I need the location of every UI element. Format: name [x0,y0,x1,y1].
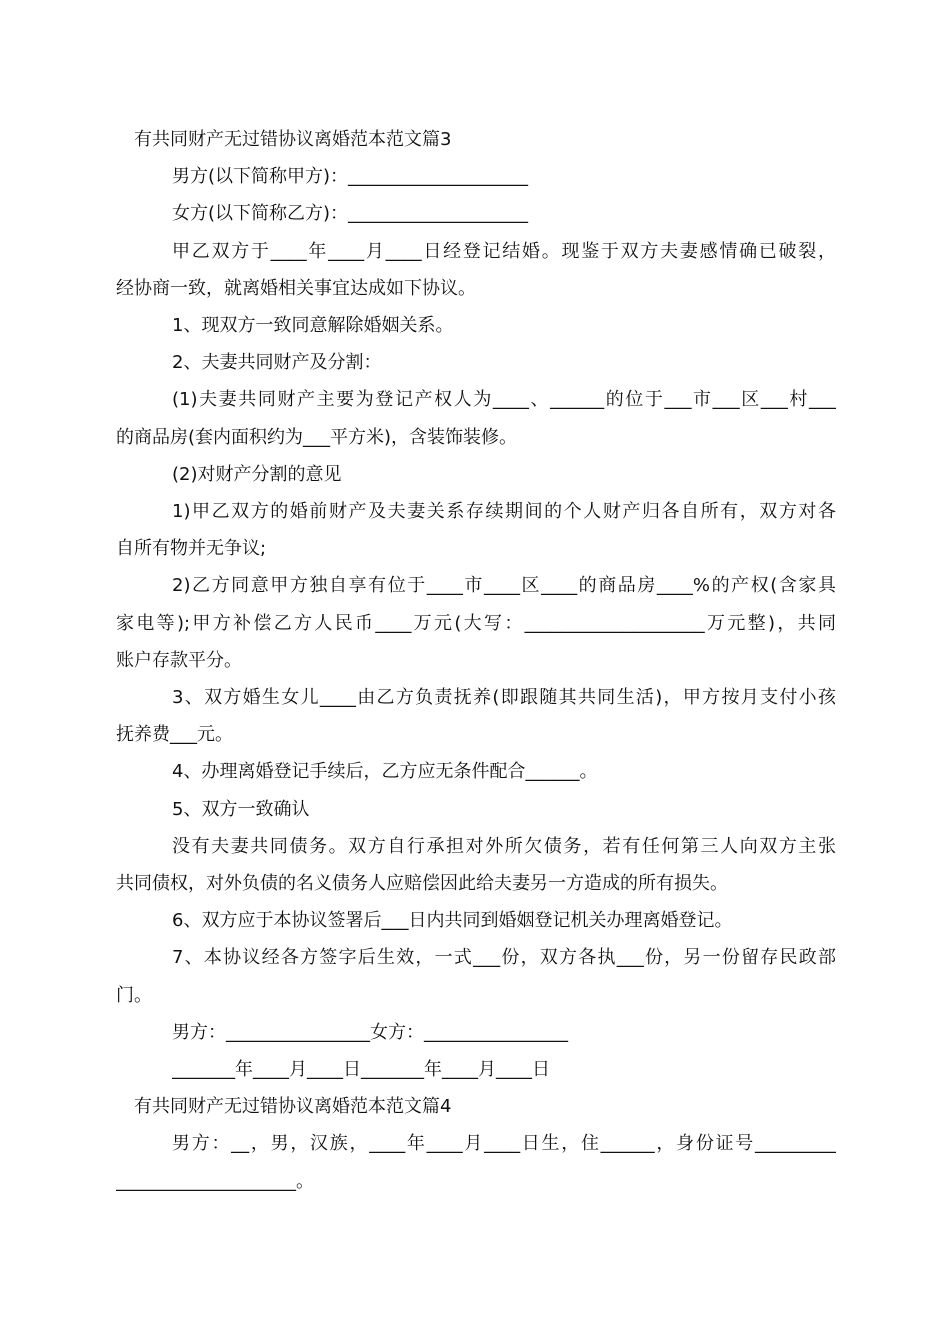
paragraph-line: 抚养费___元。 [116,724,233,745]
paragraph-line: 甲乙双方于____年____月____日经登记结婚。现鉴于双方夫妻感情确已破裂， [172,241,836,262]
paragraph-line: 男方：__，男，汉族，____年____月____日生，住______，身份证号_________ [172,1133,836,1154]
paragraph-line: 家电等);甲方补偿乙方人民币____万元(大写：____________________万元整)，共同 [116,613,836,634]
clause-5: 5、双方一致确认 [172,799,310,820]
paragraph-line: 经协商一致，就离婚相关事宜达成如下协议。 [116,278,476,299]
paragraph-line: 1)甲乙双方的婚前财产及夫妻关系存续期间的个人财产归各自所有，双方对各 [172,501,836,522]
section-title-4: 有共同财产无过错协议离婚范本范文篇4 [134,1096,452,1117]
clause-2-2: (2)对财产分割的意见 [172,464,342,485]
paragraph-line: 没有夫妻共同债务。双方自行承担对外所欠债务，若有任何第三人向双方主张 [172,836,836,857]
female-party-field: 女方(以下简称乙方)：____________________ [172,203,529,224]
paragraph-line: 3、双方婚生女儿____由乙方负责抚养(即跟随其共同生活)，甲方按月支付小孩 [172,687,836,708]
paragraph-line: 自所有物并无争议; [116,538,267,559]
date-line: _______年____月____日_______年____月____日 [172,1059,550,1080]
clause-2: 2、夫妻共同财产及分割： [172,352,382,373]
paragraph-line: ____________________。 [116,1171,314,1192]
paragraph-line: 7、本协议经各方签字后生效，一式___份，双方各执___份，另一份留存民政部 [172,947,836,968]
paragraph-line: (1)夫妻共同财产主要为登记产权人为____、______的位于___市___区___村___ [172,389,836,410]
paragraph-line: 2)乙方同意甲方独自享有位于____市____区____的商品房____%的产权(含家具 [172,575,836,596]
paragraph-line: 共同债权，对外负债的名义债务人应赔偿因此给夫妻另一方造成的所有损失。 [116,873,728,894]
clause-4: 4、办理离婚登记手续后，乙方应无条件配合______。 [172,761,598,782]
paragraph-line: 门。 [116,985,152,1006]
paragraph-line: 的商品房(套内面积约为___平方米)，含装饰装修。 [116,427,518,448]
paragraph-line: 账户存款平分。 [116,650,242,671]
clause-6: 6、双方应于本协议签署后___日内共同到婚姻登记机关办理离婚登记。 [172,910,733,931]
male-party-field: 男方(以下简称甲方)：____________________ [172,166,529,187]
clause-1: 1、现双方一致同意解除婚姻关系。 [172,315,454,336]
signature-line: 男方：________________女方：________________ [172,1022,568,1043]
section-title-3: 有共同财产无过错协议离婚范本范文篇3 [134,129,452,150]
